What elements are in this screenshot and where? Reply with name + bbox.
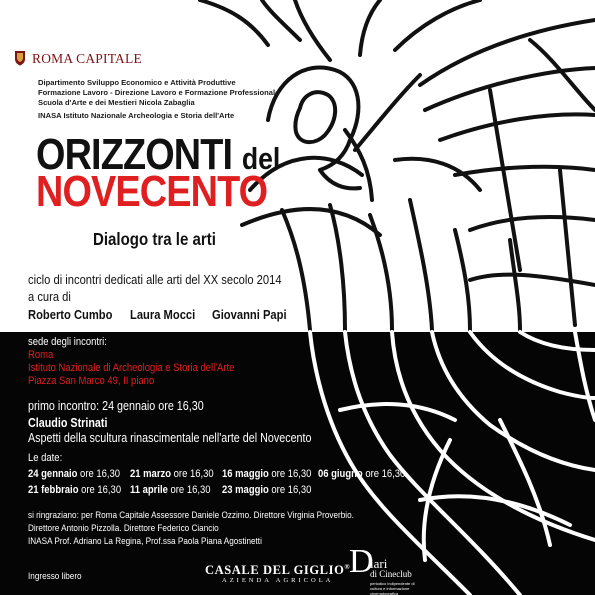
thanks-line: Direttore Antonio Pizzolla. Direttore Federico Ciancio [28,523,219,534]
partner-logo-initial: D [349,543,374,580]
dates-label: Le date: [28,452,63,464]
date-item: 11 aprile ore 16,30 [130,484,211,496]
cycle-description: ciclo di incontri dedicati alle arti del XX secolo 2014 [28,272,282,287]
partner-logo-small: periodico indipendente di cultura e informazione cinematografica [370,581,415,595]
curated-by-label: a cura di [28,289,71,304]
venue-address: Piazza San Marco 49, II piano [28,375,155,387]
logo-text: ROMA CAPITALE [32,51,142,66]
first-meeting-topic: Aspetti della scultura rinascimentale nell'arte del Novecento [28,431,312,445]
date-item: 16 maggio ore 16,30 [222,468,312,480]
sponsor-logo: CASALE DEL GIGLIO® [205,563,351,577]
venue-institute: Istituto Nazionale di Archeologia e Storia dell'Arte [28,362,235,374]
venue-label: sede degli incontri: [28,336,107,348]
curator-name: Giovanni Papi [212,307,287,322]
free-entry: Ingresso libero [28,571,82,582]
date-item: 21 febbraio ore 16,30 [28,484,122,496]
partner-logo-name: iari [370,556,388,571]
date-item: 23 maggio ore 16,30 [222,484,312,496]
venue-city: Roma [28,349,54,361]
thanks-line: INASA Prof. Adriano La Regina, Prof.ssa Paola Piana Agostinetti [28,536,262,547]
title-del: del [241,141,281,176]
date-item: 24 gennaio ore 16,30 [28,468,121,480]
curator-name: Laura Mocci [130,307,196,322]
subtitle: Dialogo tra le arti [93,229,216,249]
roma-capitale-crest-icon [14,50,26,66]
curator-name: Roberto Cumbo [28,307,113,322]
sponsor-tagline: AZIENDA AGRICOLA [222,577,334,584]
thanks-line: si ringraziano: per Roma Capitale Assessore Daniele Ozzimo. Direttore Virginia Proverbio. [28,510,354,521]
department-line: Dipartimento Sviluppo Economico e Attività Produttive [38,78,236,87]
partner-logo-sub: di Cineclub [370,569,412,579]
title-orizzonti: ORIZZONTI [36,130,233,179]
first-meeting-speaker: Claudio Strinati [28,416,108,430]
department-line: INASA Istituto Nazionale Archeologia e Storia dell'Arte [38,111,235,120]
department-line: Scuola d'Arte e dei Mestieri Nicola Zabaglia [38,98,195,107]
first-meeting-label: primo incontro: 24 gennaio ore 16,30 [28,399,204,413]
date-item: 21 marzo ore 16,30 [130,468,214,480]
title-line-2: NOVECENTO [36,167,268,216]
department-line: Formazione Lavoro - Direzione Lavoro e Formazione Professionale [38,88,280,97]
date-item: 06 giugno ore 16,30 [318,468,406,480]
